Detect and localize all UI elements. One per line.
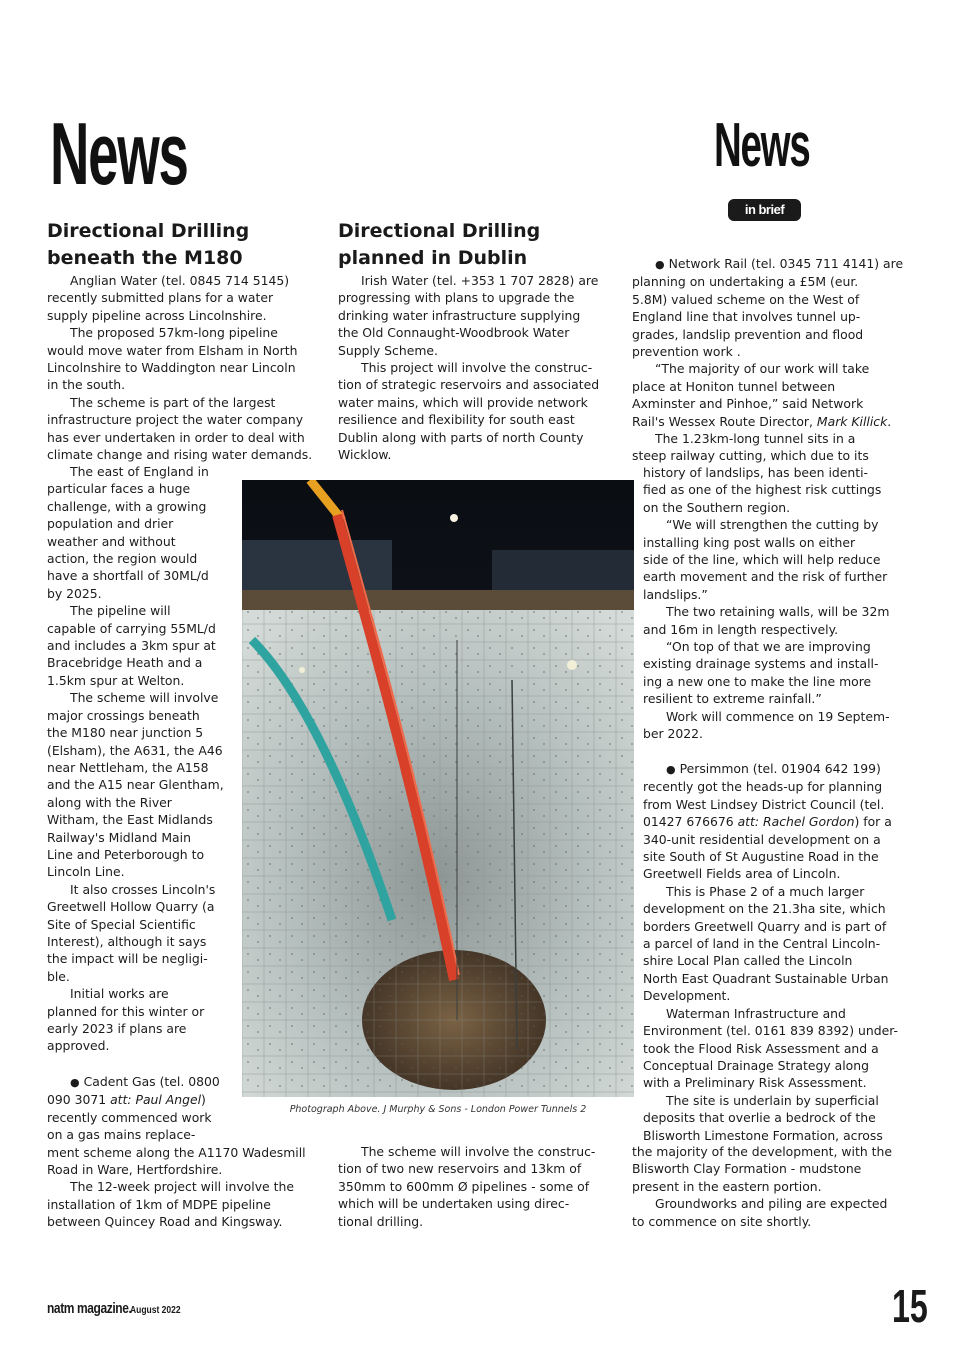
text-line: Lincolnshire to Waddington near Lincoln bbox=[47, 360, 296, 376]
text-line: have a shortfall of 30ML/d bbox=[47, 568, 209, 584]
director-name: Mark Killick bbox=[816, 413, 888, 429]
text-line: shire Local Plan called the Lincoln bbox=[643, 953, 853, 969]
text-line: history of landslips, has been identi- bbox=[643, 465, 869, 480]
text-line: Blisworth Clay Formation - mudstone bbox=[632, 1161, 862, 1177]
text-line: the majority of the development, with the bbox=[632, 1144, 892, 1159]
text-line: the impact will be negligi- bbox=[47, 951, 208, 967]
text-line: borders Greetwell Quarry and is part of bbox=[643, 918, 887, 934]
wall-light bbox=[567, 660, 577, 670]
text-line: tion of two new reservoirs and 13km of bbox=[338, 1161, 582, 1177]
text-line: ber 2022. bbox=[643, 726, 703, 742]
headline-line: planned in Dublin bbox=[338, 247, 528, 269]
text-line: resilient to extreme rainfall.” bbox=[643, 691, 822, 707]
text-line: The scheme is part of the largest bbox=[70, 394, 276, 410]
text-line: Environment (tel. 0161 839 8392) under- bbox=[643, 1023, 899, 1039]
text-line: The east of England in bbox=[70, 464, 209, 479]
text-line: grades, landslip prevention and flood bbox=[632, 326, 864, 342]
text-line: Work will commence on 19 Septem- bbox=[666, 708, 890, 724]
text-line: population and drier bbox=[47, 516, 174, 532]
masthead-right-title: News bbox=[714, 111, 810, 180]
article1-body-narrow bbox=[47, 463, 224, 1055]
text-line: Waterman Infrastructure and bbox=[666, 1005, 846, 1021]
persimmon-item-cont bbox=[632, 1143, 892, 1230]
text-line: ● Network Rail (tel. 0345 711 4141) are bbox=[632, 255, 903, 273]
text-line: 1.5km spur at Welton. bbox=[47, 672, 185, 688]
text-line: Bracebridge Heath and a bbox=[47, 655, 203, 671]
text-line: the Old Connaught-Woodbrook Water bbox=[338, 325, 570, 341]
text-line: ● Cadent Gas (tel. 0800 bbox=[47, 1073, 306, 1091]
text-line: the M180 near junction 5 bbox=[47, 725, 204, 741]
text-line: by 2025. bbox=[47, 585, 102, 601]
text-line: capable of carrying 55ML/d bbox=[47, 620, 216, 636]
text-line: tion of strategic reservoirs and associated bbox=[338, 377, 600, 393]
text-line: This project will involve the construc- bbox=[361, 360, 593, 376]
text-line: Greetwell Hollow Quarry (a bbox=[47, 899, 215, 915]
photo-caption: Photograph Above. J Murphy & Sons - London Power Tunnels 2 bbox=[289, 1104, 587, 1115]
text-line: It also crosses Lincoln's bbox=[70, 881, 216, 897]
text-line: existing drainage systems and install- bbox=[643, 656, 879, 672]
text-line: “The majority of our work will take bbox=[655, 361, 870, 377]
text-line: Anglian Water (tel. 0845 714 5145) bbox=[70, 273, 290, 288]
floodlight bbox=[450, 514, 458, 522]
text-line bbox=[632, 413, 903, 430]
text-line: ● Persimmon (tel. 01904 642 199) bbox=[643, 760, 898, 778]
text-span: 090 3071 bbox=[47, 1092, 111, 1108]
text-line: Wicklow. bbox=[338, 447, 392, 463]
footer-magazine-name: natm magazine. bbox=[47, 1300, 132, 1317]
tunnel-shaft-illustration bbox=[242, 480, 634, 1097]
text-line: installation of 1km of MDPE pipeline bbox=[47, 1196, 271, 1212]
headline-line: Directional Drilling bbox=[338, 220, 541, 242]
masthead-left-title: News bbox=[50, 104, 188, 203]
headline-line: beneath the M180 bbox=[47, 247, 243, 269]
text-line: on the Southern region. bbox=[643, 499, 791, 515]
text-line: installing king post walls on either bbox=[643, 534, 856, 550]
railing bbox=[242, 590, 634, 612]
text-line: 350mm to 600mm Ø pipelines - some of bbox=[338, 1178, 590, 1194]
text-line: Groundworks and piling are expected bbox=[655, 1196, 888, 1212]
text-line: side of the line, which will help reduce bbox=[643, 552, 881, 568]
text-line: supply pipeline across Lincolnshire. bbox=[47, 307, 267, 323]
text-line: Railway's Midland Main bbox=[47, 829, 191, 845]
text-line: a parcel of land in the Central Lincoln- bbox=[643, 936, 881, 952]
text-line: steep railway cutting, which due to its bbox=[632, 448, 869, 464]
text-line: landslips.” bbox=[643, 586, 708, 602]
text-line: fied as one of the highest risk cuttings bbox=[643, 482, 882, 498]
text-line: and 16m in length respectively. bbox=[643, 621, 839, 637]
text-line: progressing with plans to upgrade the bbox=[338, 290, 575, 306]
network-rail-item-cont bbox=[643, 464, 890, 743]
text-line: Lincoln Line. bbox=[47, 864, 125, 880]
text-line: England line that involves tunnel up- bbox=[632, 309, 861, 325]
text-line: would move water from Elsham in North bbox=[47, 342, 298, 358]
text-line: Blisworth Limestone Formation, across bbox=[643, 1127, 883, 1143]
text-line: Site of Special Scientific bbox=[47, 916, 196, 932]
text-line: place at Honiton tunnel between bbox=[632, 378, 836, 394]
text-line: Conceptual Drainage Strategy along bbox=[643, 1057, 869, 1073]
text-line: Road in Ware, Hertfordshire. bbox=[47, 1162, 223, 1178]
contact-name: att: Rachel Gordon bbox=[737, 814, 855, 830]
text-line: The site is underlain by superficial bbox=[666, 1092, 879, 1108]
text-span: ) for a bbox=[854, 814, 892, 830]
text-line: ble. bbox=[47, 968, 70, 984]
text-line: Development. bbox=[643, 988, 731, 1004]
text-line: recently got the heads-up for planning bbox=[643, 779, 883, 795]
text-line: approved. bbox=[47, 1038, 110, 1054]
text-line: recently submitted plans for a water bbox=[47, 290, 274, 306]
text-line: The 12-week project will involve the bbox=[70, 1179, 294, 1195]
text-line: from West Lindsey District Council (tel. bbox=[643, 796, 885, 812]
text-line: in the south. bbox=[47, 377, 126, 393]
text-span: ) bbox=[201, 1092, 206, 1108]
text-span: 01427 676676 bbox=[643, 814, 738, 830]
text-line: drinking water infrastructure supplying bbox=[338, 307, 581, 323]
text-line: The 1.23km-long tunnel sits in a bbox=[655, 431, 856, 447]
article2-headline bbox=[338, 218, 540, 272]
text-line: Irish Water (tel. +353 1 707 2828) are bbox=[361, 273, 599, 288]
text-line: major crossings beneath bbox=[47, 707, 200, 723]
text-line: which will be undertaken using direc- bbox=[338, 1196, 570, 1212]
article2-body-top bbox=[338, 272, 599, 463]
network-rail-item bbox=[632, 255, 903, 465]
article2-body-bottom bbox=[338, 1143, 595, 1230]
text-line: weather and without bbox=[47, 533, 176, 549]
text-line: The proposed 57km-long pipeline bbox=[70, 325, 278, 341]
headline-line: Directional Drilling bbox=[47, 220, 250, 242]
text-line: ment scheme along the A1170 Wadesmill bbox=[47, 1144, 306, 1160]
article1-body-top bbox=[47, 272, 312, 463]
text-line: along with the River bbox=[47, 794, 172, 810]
text-line: Initial works are bbox=[70, 986, 169, 1002]
text-line: early 2023 if plans are bbox=[47, 1021, 187, 1036]
text-span: . bbox=[887, 413, 892, 429]
text-line: Dublin along with parts of north County bbox=[338, 429, 584, 445]
text-line: development on the 21.3ha site, which bbox=[643, 901, 886, 917]
text-line: Line and Peterborough to bbox=[47, 846, 205, 862]
text-line: The scheme will involve bbox=[70, 690, 219, 706]
site-cabin bbox=[242, 540, 392, 595]
text-line: Witham, the East Midlands bbox=[47, 812, 213, 828]
article1-headline bbox=[47, 218, 249, 272]
text-line: deposits that overlie a bedrock of the bbox=[643, 1110, 876, 1126]
text-line: 5.8M) valued scheme on the West of bbox=[632, 291, 860, 307]
text-line: Supply Scheme. bbox=[338, 342, 438, 358]
text-line: with a Preliminary Risk Assessment. bbox=[643, 1075, 867, 1091]
text-line: near Nettleham, the A158 bbox=[47, 759, 209, 775]
contact-name: att: Paul Angel bbox=[110, 1092, 202, 1108]
text-line: prevention work . bbox=[632, 344, 741, 360]
text-line: ing a new one to make the line more bbox=[643, 673, 872, 689]
text-line: on a gas mains replace- bbox=[47, 1127, 196, 1143]
text-line: present in the eastern portion. bbox=[632, 1178, 822, 1194]
text-line bbox=[643, 813, 898, 830]
text-line: (Elsham), the A631, the A46 bbox=[47, 742, 223, 758]
text-line: resilience and flexibility for south east bbox=[338, 412, 575, 428]
text-line: tional drilling. bbox=[338, 1213, 424, 1229]
text-line: action, the region would bbox=[47, 551, 198, 567]
text-line: infrastructure project the water company bbox=[47, 412, 304, 428]
text-line: planning on undertaking a £5M (eur. bbox=[632, 274, 859, 290]
text-line: 340-unit residential development on a bbox=[643, 831, 881, 847]
text-line: and includes a 3km spur at bbox=[47, 638, 216, 654]
tunnel-shaft-photo bbox=[242, 480, 634, 1097]
text-line: Greetwell Fields area of Lincoln. bbox=[643, 866, 841, 882]
text-line: recently commenced work bbox=[47, 1109, 212, 1125]
text-line: and the A15 near Glentham, bbox=[47, 777, 224, 793]
text-line: water mains, which will provide network bbox=[338, 394, 588, 410]
text-line: between Quincey Road and Kingsway. bbox=[47, 1214, 283, 1230]
text-line: The scheme will involve the construc- bbox=[361, 1144, 596, 1159]
text-line: has ever undertaken in order to deal with bbox=[47, 429, 305, 445]
text-line: climate change and rising water demands. bbox=[47, 447, 313, 463]
site-structure bbox=[492, 550, 634, 595]
text-line: Axminster and Pinhoe,” said Network bbox=[632, 396, 864, 412]
text-line: took the Flood Risk Assessment and a bbox=[643, 1040, 879, 1056]
text-line: “On top of that we are improving bbox=[666, 639, 871, 655]
footer-issue-date: August 2022 bbox=[130, 1305, 181, 1316]
text-line: challenge, with a growing bbox=[47, 498, 207, 514]
text-line: particular faces a huge bbox=[47, 481, 191, 497]
text-line: Interest), although it says bbox=[47, 933, 207, 949]
text-line: to commence on site shortly. bbox=[632, 1213, 812, 1229]
text-line: planned for this winter or bbox=[47, 1003, 205, 1019]
text-line: site South of St Augustine Road in the bbox=[643, 849, 879, 865]
persimmon-item bbox=[643, 760, 898, 1144]
text-line: The two retaining walls, will be 32m bbox=[666, 604, 890, 620]
text-span: Rail's Wessex Route Director, bbox=[632, 413, 817, 429]
text-line: earth movement and the risk of further bbox=[643, 569, 888, 585]
text-line: This is Phase 2 of a much larger bbox=[666, 883, 865, 899]
text-line: “We will strengthen the cutting by bbox=[666, 517, 879, 533]
wall-light bbox=[299, 667, 305, 673]
text-line: The pipeline will bbox=[70, 603, 171, 619]
text-line: North East Quadrant Sustainable Urban bbox=[643, 970, 889, 986]
in-brief-badge: in brief bbox=[728, 199, 801, 221]
page-number: 15 bbox=[892, 1280, 928, 1332]
